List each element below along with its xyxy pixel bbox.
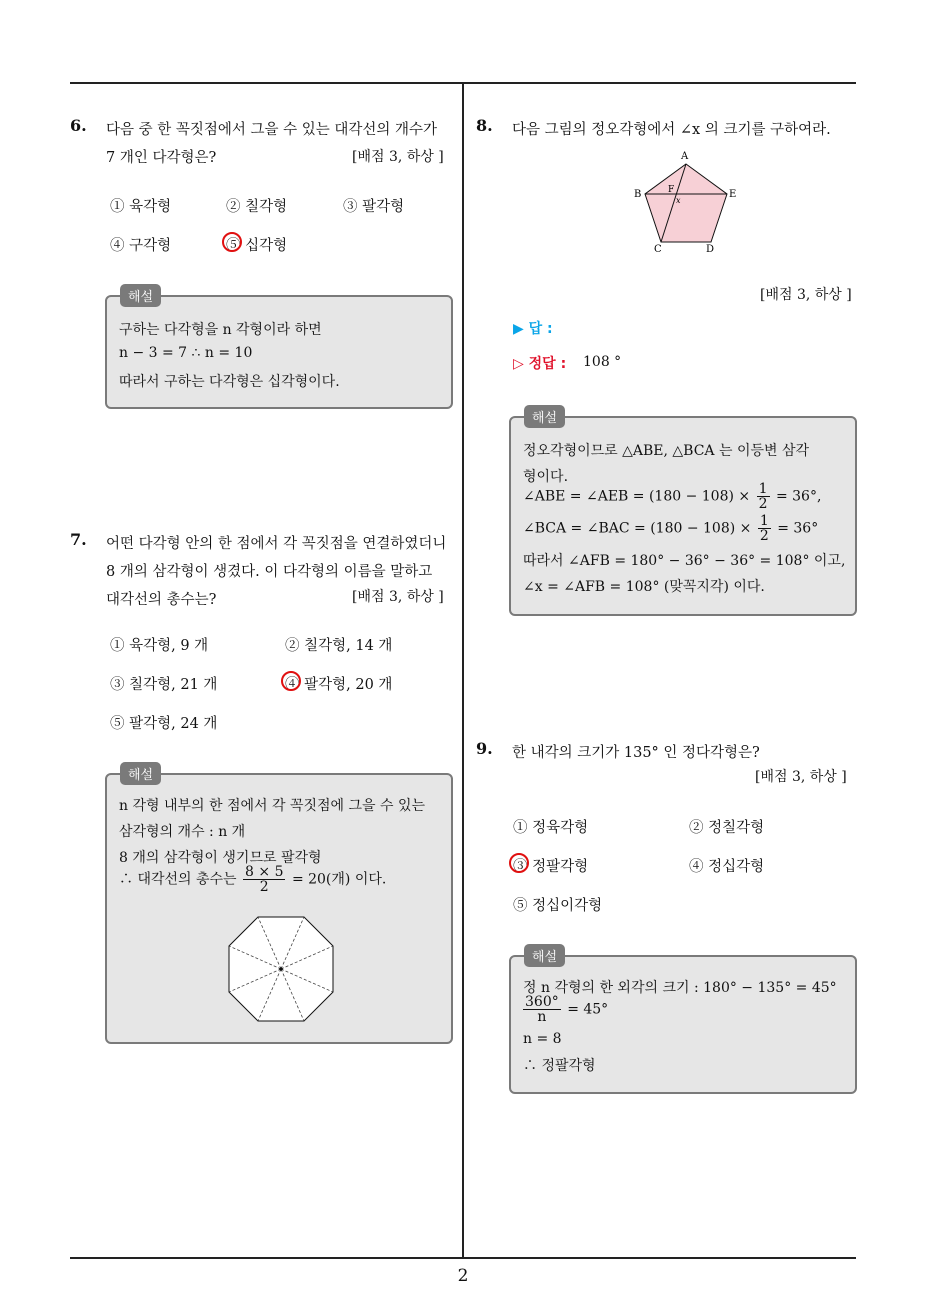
points-label: [배점 3, 하상 ] bbox=[352, 149, 444, 165]
solution-text: = 36°, bbox=[775, 488, 822, 505]
selected-answer-mark bbox=[281, 671, 301, 691]
choice-5[interactable]: ⑤ 십각형 bbox=[226, 238, 288, 254]
solution-tag: 해설 bbox=[120, 284, 161, 307]
question-text-line: 7 개인 다각형은? bbox=[106, 150, 217, 166]
fraction bbox=[243, 865, 285, 894]
correct-answer-value: 108 ° bbox=[583, 354, 622, 370]
question-number: 9. bbox=[476, 739, 493, 758]
vertex-label-a: A bbox=[681, 151, 689, 162]
solution-text: ∠BCA = ∠BAC = (180 − 108) × bbox=[523, 520, 752, 537]
pentagon-shape bbox=[645, 164, 727, 242]
pentagon-figure bbox=[626, 150, 746, 255]
fraction bbox=[758, 514, 771, 543]
answer-label: ▶ 답 : bbox=[513, 321, 553, 337]
solution-line bbox=[523, 995, 608, 1024]
question-number: 7. bbox=[70, 530, 87, 549]
choice-1[interactable]: ① 육각형, 9 개 bbox=[110, 638, 209, 654]
choice-4[interactable]: ④ 정십각형 bbox=[689, 859, 765, 875]
fraction bbox=[523, 995, 561, 1024]
question-text-line: 대각선의 총수는? bbox=[106, 592, 217, 608]
selected-answer-mark bbox=[509, 853, 529, 873]
question-8 bbox=[476, 116, 856, 144]
solution-line: 8 개의 삼각형이 생기므로 팔각형 bbox=[119, 850, 322, 866]
center-point bbox=[279, 967, 283, 971]
choice-5[interactable]: ⑤ 정십이각형 bbox=[513, 898, 603, 914]
angle-label-x: x bbox=[676, 196, 681, 205]
choice-2[interactable]: ② 칠각형 bbox=[226, 199, 288, 215]
choice-3[interactable]: ③ 정팔각형 bbox=[513, 859, 589, 875]
fraction-numerator: 1 bbox=[759, 513, 769, 529]
points-label: [배점 3, 하상 ] bbox=[352, 589, 444, 605]
fraction-denominator: 2 bbox=[759, 528, 769, 544]
solution-box-q9 bbox=[509, 955, 857, 1094]
solution-line: ∴ 정팔각형 bbox=[523, 1058, 596, 1074]
solution-text: = 20(개) 이다. bbox=[291, 871, 387, 888]
point-label-f: F bbox=[668, 185, 675, 195]
solution-line: n = 8 bbox=[523, 1031, 562, 1047]
solution-line: n 각형 내부의 한 점에서 각 꼭짓점에 그을 수 있는 bbox=[119, 798, 426, 814]
solution-line: ∠x = ∠AFB = 108° (맞꼭지각) 이다. bbox=[523, 579, 765, 595]
solution-line: 정 n 각형의 한 외각의 크기 : 180° − 135° = 45° bbox=[523, 980, 837, 996]
choice-2[interactable]: ② 칠각형, 14 개 bbox=[285, 638, 393, 654]
solution-line: 구하는 다각형을 n 각형이라 하면 bbox=[119, 322, 322, 338]
page-number: 2 bbox=[457, 1266, 469, 1286]
fraction-numerator: 8 × 5 bbox=[245, 864, 284, 880]
points-label: [배점 3, 하상 ] bbox=[755, 769, 847, 785]
solution-line bbox=[119, 865, 386, 894]
solution-line: n − 3 = 7 ∴ n = 10 bbox=[119, 345, 253, 361]
question-text: 한 내각의 크기가 135° 인 정다각형은? bbox=[512, 745, 760, 761]
choice-4[interactable]: ④ 팔각형, 20 개 bbox=[285, 677, 393, 693]
choice-3[interactable]: ③ 팔각형 bbox=[343, 199, 405, 215]
question-text-line: 어떤 다각형 안의 한 점에서 각 꼭짓점을 연결하였더니 bbox=[106, 536, 447, 552]
solution-line: 삼각형의 개수 : n 개 bbox=[119, 824, 246, 840]
points-label: [배점 3, 하상 ] bbox=[760, 287, 852, 303]
choice-4[interactable]: ④ 구각형 bbox=[110, 238, 172, 254]
bottom-rule bbox=[70, 1257, 856, 1259]
fraction-numerator: 360° bbox=[525, 994, 559, 1010]
question-number: 6. bbox=[70, 116, 87, 135]
selected-answer-mark bbox=[222, 232, 242, 252]
question-text: 다음 그림의 정오각형에서 ∠x 의 크기를 구하여라. bbox=[512, 122, 831, 138]
solution-text: = 45° bbox=[567, 1001, 609, 1018]
fraction-denominator: 2 bbox=[758, 496, 768, 512]
solution-text: ∠ABE = ∠AEB = (180 − 108) × bbox=[523, 488, 751, 505]
correct-answer-label: ▷ 정답 : bbox=[513, 356, 567, 372]
choice-1[interactable]: ① 육각형 bbox=[110, 199, 172, 215]
solution-text: ∴ 대각선의 총수는 bbox=[119, 871, 237, 888]
choice-2[interactable]: ② 정칠각형 bbox=[689, 820, 765, 836]
vertex-label-e: E bbox=[729, 189, 737, 200]
fraction bbox=[757, 482, 770, 511]
question-6 bbox=[70, 116, 456, 166]
choice-3[interactable]: ③ 칠각형, 21 개 bbox=[110, 677, 218, 693]
question-text-line: 다음 중 한 꼭짓점에서 그을 수 있는 대각선의 개수가 bbox=[106, 122, 438, 138]
vertex-label-d: D bbox=[706, 244, 715, 255]
solution-tag: 해설 bbox=[524, 944, 565, 967]
solution-line bbox=[523, 482, 821, 511]
question-7 bbox=[70, 530, 456, 610]
vertex-label-c: C bbox=[654, 244, 662, 255]
fraction-denominator: n bbox=[537, 1009, 547, 1025]
solution-line: 정오각형이므로 △ABE, △BCA 는 이등변 삼각 bbox=[523, 443, 810, 459]
solution-tag: 해설 bbox=[120, 762, 161, 785]
solution-tag: 해설 bbox=[524, 405, 565, 428]
fraction-denominator: 2 bbox=[259, 879, 269, 895]
question-9 bbox=[476, 739, 856, 767]
solution-line: 형이다. bbox=[523, 469, 569, 485]
column-divider bbox=[462, 84, 464, 1257]
vertex-label-b: B bbox=[634, 189, 642, 200]
choice-1[interactable]: ① 정육각형 bbox=[513, 820, 589, 836]
solution-line: 따라서 구하는 다각형은 십각형이다. bbox=[119, 374, 340, 390]
question-number: 8. bbox=[476, 116, 493, 135]
solution-box-q7 bbox=[105, 773, 453, 1044]
question-text-line: 8 개의 삼각형이 생겼다. 이 다각형의 이름을 말하고 bbox=[106, 564, 433, 580]
solution-line bbox=[523, 514, 818, 543]
octagon-figure bbox=[225, 913, 337, 1025]
solution-box-q8 bbox=[509, 416, 857, 616]
solution-box-q6 bbox=[105, 295, 453, 409]
choice-5[interactable]: ⑤ 팔각형, 24 개 bbox=[110, 716, 218, 732]
solution-line: 따라서 ∠AFB = 180° − 36° − 36° = 108° 이고, bbox=[523, 553, 846, 569]
fraction-numerator: 1 bbox=[758, 481, 768, 497]
solution-text: = 36° bbox=[777, 520, 819, 537]
